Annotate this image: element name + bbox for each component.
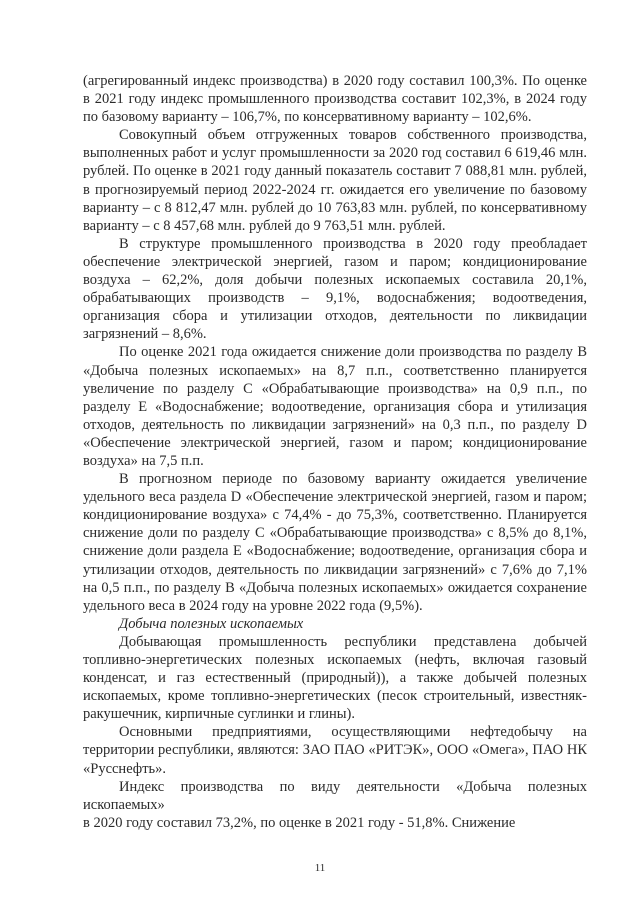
paragraph-forecast-period: В прогнозном периоде по базовому варианту ожидается увеличение удельного веса раздела D «Обеспечение электрической энергией, газом и паром; кондиционирование воздуха» с 74,4% - до 75,3%, соответственно. Планируется снижение доли по разделу С «Обрабатывающие производства» с 8,5% до 8,1%, снижение доли раздела Е «Водоснабжение; водоотведение, организация сбора и утилизации отходов, деятельность по ликвидации загрязнений» с 7,6% до 7,1% на 0,5 п.п., по разделу В «Добыча полезных ископаемых» ожидается сохранение удельного веса в 2024 году на уровне 2022 года (9,5%). xyxy=(83,471,587,614)
paragraph-shipped-goods: Совокупный объем отгруженных товаров собственного производства, выполненных работ и услуг промышленности за 2020 год составил 6 619,46 млн. рублей. По оценке в 2021 году данный показатель составит 7 088,81 млн. рублей, в прогнозируемый период 2022-2024 гг. ожидается его увеличение по базовому варианту – с 8 812,47 млн. рублей до 10 763,83 млн. рублей, по консервативному варианту – с 8 457,68 млн. рублей до 9 763,51 млн. рублей. xyxy=(83,127,587,234)
paragraph-oil-companies: Основными предприятиями, осуществляющими нефтедобычу на территории республики, являются: ЗАО ПАО «РИТЭК», ООО «Омега», ПАО НК «Русснефть». xyxy=(83,724,587,777)
page-number: 11 xyxy=(314,862,326,874)
paragraph-mining-index-continued: в 2020 году составил 73,2%, по оценке в 2021 году - 51,8%. Снижение xyxy=(83,814,516,831)
document-body xyxy=(83,72,587,832)
section-title-mining: Добыча полезных ископаемых xyxy=(119,615,304,632)
paragraph-mining-industry: Добывающая промышленность республики представлена добычей топливно-энергетических полезных ископаемых (нефть, включая газовый конденсат, и газ естественный (природный)), а также добычей полезных ископаемых, кроме топливно-энергетических (песок строительный, известняк-ракушечник, кирпичные суглинки и глины). xyxy=(83,633,587,723)
paragraph-industry-structure: В структуре промышленного производства в 2020 году преобладает обеспечение электрической энергией, газом и паром; кондиционирование воздуха – 62,2%, доля добычи полезных ископаемых составила 20,1%, обрабатывающих производств – 9,1%, водоснабжения; водоотведения, организация сбора и утилизации отходов, деятельности по ликвидации загрязнений – 8,6%. xyxy=(83,235,587,343)
paragraph-mining-index: Индекс производства по виду деятельности «Добыча полезных ископаемых» xyxy=(83,778,587,813)
paragraph-production-index: (агрегированный индекс производства) в 2020 году составил 100,3%. По оценке в 2021 году индекс промышленного производства составит 102,3%, в 2024 году по базовому варианту – 106,7%, по консервативному варианту – 102,6%. xyxy=(83,73,587,126)
paragraph-2021-estimate: По оценке 2021 года ожидается снижение доли производства по разделу В «Добыча полезных ископаемых» на 8,7 п.п., соответственно планируется увеличение по разделу С «Обрабатывающие производства» на 0,9 п.п., по разделу Е «Водоснабжение; водоотведение, организация сбора и утилизация отходов, деятельность по ликвидации загрязнений» на 0,3 п.п., по разделу D «Обеспечение электрической энергией, газом и паром; кондиционирование воздуха» на 7,5 п.п. xyxy=(83,344,587,469)
